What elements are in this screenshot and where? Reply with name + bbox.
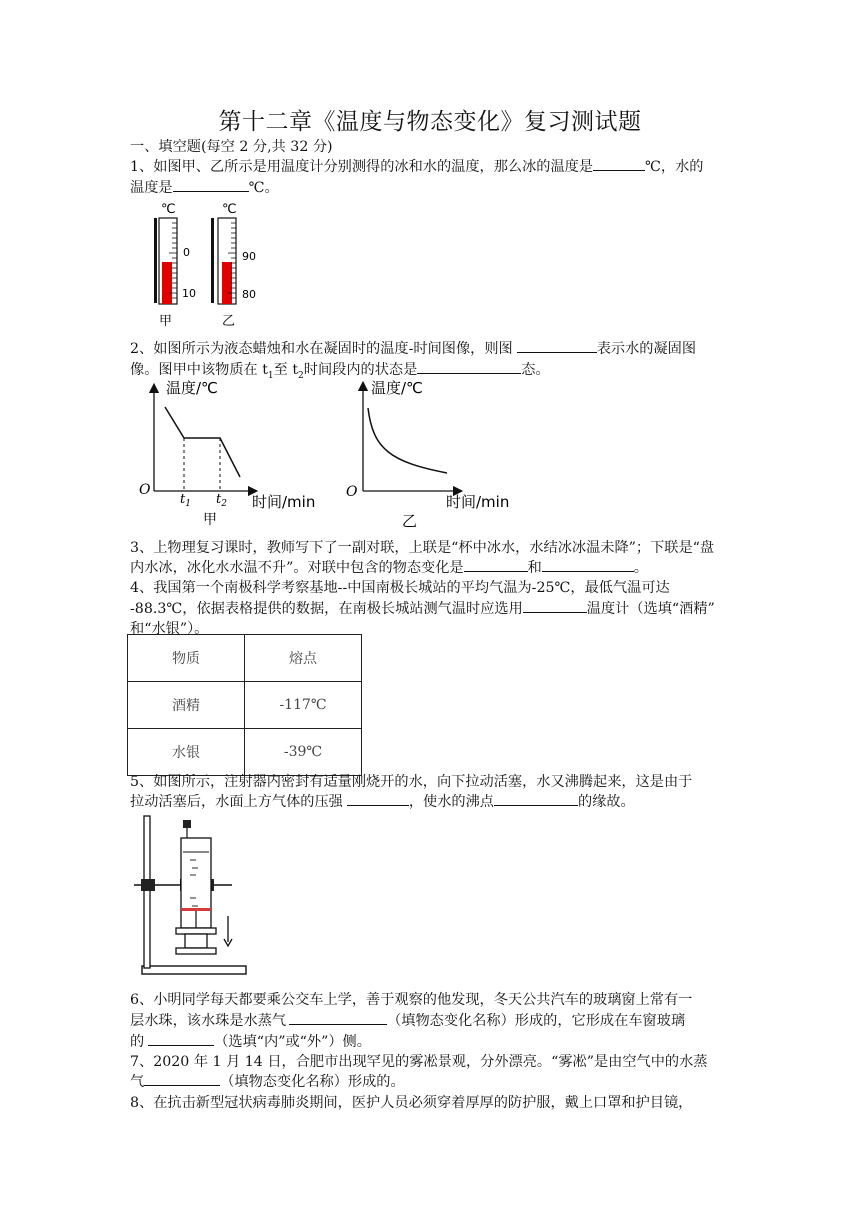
- question-2-line-1: [130, 338, 696, 358]
- syringe-piston: [181, 908, 211, 911]
- question-4-line-2: [130, 598, 715, 618]
- q2-text-e: 态。: [521, 362, 550, 378]
- q3-text-c: 。: [633, 560, 648, 576]
- q6-text-b: （填物态变化名称）形成的，它形成在车窗玻璃: [387, 1013, 686, 1029]
- q7-text-a: 气: [130, 1074, 145, 1090]
- q3-blank-1[interactable]: [464, 557, 528, 572]
- jia-y-label: 温度/℃: [166, 379, 218, 397]
- question-3-line-2: [130, 557, 648, 577]
- q2-text-mid: 至 t: [273, 362, 299, 378]
- question-6-line-2: [130, 1010, 685, 1030]
- question-4-line-1: 4、我国第一个南极科学考察基地--中国南极长城站的平均气温为-25℃，最低气温可达: [130, 580, 670, 596]
- yi-unit-label: ℃: [222, 202, 237, 217]
- question-4-line-3: 和“水银”）。: [130, 621, 209, 637]
- page-title: 第十二章《温度与物态变化》复习测试题: [218, 109, 642, 135]
- table-cell: 酒精: [128, 682, 245, 729]
- question-7-line-1: 7、2020 年 1 月 14 日，合肥市出现罕见的雾凇景观，分外漂亮。“雾凇”是由空气中的水蒸: [130, 1054, 708, 1070]
- q4-text-b: 温度计（选填“酒精”: [586, 601, 715, 617]
- q4-text-a: -88.3℃，依据表格提供的数据，在南极长城站测气温时应选用: [130, 601, 523, 617]
- syringe-cap: [183, 820, 191, 828]
- yi-origin: O: [346, 484, 358, 500]
- q5-text-c: 的缘故。: [577, 794, 635, 810]
- stand-rod: [144, 816, 150, 968]
- q5-text-a: 拉动活塞后，水面上方气体的压强: [130, 794, 343, 810]
- jia-tick-10: 10: [182, 287, 196, 300]
- q2-sub-1: 1: [267, 370, 274, 381]
- section-heading: 一、填空题(每空 2 分,共 32 分): [130, 139, 333, 155]
- q7-text-b: （填物态变化名称）形成的。: [220, 1074, 405, 1090]
- table-cell: 水银: [128, 729, 245, 776]
- plunger-handle: [185, 934, 207, 948]
- q6-blank-1[interactable]: [289, 1010, 387, 1025]
- q6-blank-2[interactable]: [148, 1031, 214, 1046]
- yi-caption: 乙: [222, 314, 236, 329]
- yi-x-label: 时间/min: [446, 493, 510, 511]
- thermometer-figure: [140, 198, 270, 330]
- syringe-apparatus-figure: [130, 812, 250, 980]
- jia-x-label: 时间/min: [252, 493, 316, 511]
- q2-text-d: 时间段内的状态是: [303, 362, 418, 378]
- table-cell: -39℃: [245, 729, 362, 776]
- q5-blank-2[interactable]: [494, 791, 578, 806]
- question-1-line-1: [130, 156, 703, 176]
- jia-unit-label: ℃: [161, 202, 176, 217]
- yi-curve: [368, 408, 447, 473]
- table-header-cell: 物质: [128, 635, 245, 682]
- q7-blank[interactable]: [144, 1071, 220, 1086]
- question-5-line-2: [130, 791, 635, 811]
- yi-tick-90: 90: [242, 250, 256, 263]
- jia-t1-label: $t_1$: [180, 492, 191, 509]
- q1-text-c: 温度是: [130, 180, 173, 196]
- q1-blank-2[interactable]: [173, 177, 249, 192]
- table-row: [128, 682, 362, 729]
- q1-text-b: ℃，水的: [645, 159, 704, 175]
- q6-text-a: 层水珠，该水珠是水蒸气: [130, 1013, 287, 1029]
- q3-blank-2[interactable]: [542, 557, 634, 572]
- q3-text-b: 和: [527, 560, 542, 576]
- yi-left-border: [211, 218, 214, 303]
- jia-caption: 甲: [159, 314, 173, 329]
- yi-liquid: [222, 262, 232, 304]
- question-6-line-1: 6、小明同学每天都要乘公交车上学，善于观察的他发现，冬天公共汽车的玻璃窗上常有一: [130, 992, 693, 1008]
- q2-blank-1[interactable]: [517, 338, 597, 353]
- question-5-line-1: 5、如图所示，注射器内密封有适量刚烧开的水，向下拉动活塞，水又沸腾起来，这是由于: [130, 774, 693, 790]
- graphs-figure: [135, 374, 520, 530]
- table-header-cell: 熔点: [245, 635, 362, 682]
- q1-text-a: 1、如图甲、乙所示是用温度计分别测得的冰和水的温度，那么冰的温度是: [130, 159, 594, 175]
- jia-t2-label: $t_2$: [216, 492, 227, 509]
- boss-head: [141, 879, 155, 891]
- question-3-line-1: 3、上物理复习课时，教师写下了一副对联，上联是“杯中冰水，水结冰冰温未降”；下联是“盘: [130, 540, 715, 556]
- yi-graph-caption: 乙: [402, 512, 418, 530]
- yi-y-label: 温度/℃: [371, 379, 423, 397]
- q2-text-a: 2、如图所示为液态蜡烛和水在凝固时的温度-时间图像，则图: [130, 341, 513, 357]
- question-1-line-2: [130, 177, 279, 197]
- plunger-end: [176, 948, 216, 954]
- question-6-line-3: [130, 1031, 371, 1051]
- jia-left-border: [154, 218, 157, 303]
- q1-blank-1[interactable]: [593, 156, 645, 171]
- jia-origin: O: [139, 482, 151, 498]
- table-header-row: [128, 635, 362, 682]
- question-7-line-2: [130, 1071, 405, 1091]
- q1-text-d: ℃。: [248, 180, 279, 196]
- q2-sub-2: 2: [298, 370, 304, 381]
- melting-point-table: [127, 634, 362, 776]
- question-8-line-1: 8、在抗击新型冠状病毒肺炎期间，医护人员必须穿着厚厚的防护服，戴上口罩和护目镜，: [130, 1095, 693, 1111]
- jia-graph-caption: 甲: [203, 512, 217, 528]
- q2-text-c: 像。图甲中该物质在 t: [130, 362, 268, 378]
- q4-blank[interactable]: [523, 598, 587, 613]
- jia-curve: [165, 407, 240, 477]
- stand-base: [142, 966, 246, 974]
- plunger-flange: [176, 928, 216, 934]
- yi-tick-80: 80: [242, 288, 256, 301]
- q2-text-b: 表示水的凝固图: [596, 341, 697, 357]
- q3-text-a: 内水冰，冰化水水温不升”。对联中包含的物态变化是: [130, 560, 464, 576]
- table-row: [128, 729, 362, 776]
- q2-blank-2[interactable]: [417, 359, 521, 374]
- q6-text-d: （选填“内”或“外”）侧。: [214, 1034, 371, 1050]
- jia-tick-0: 0: [183, 246, 190, 259]
- q5-text-b: ，使水的沸点: [408, 794, 494, 810]
- q6-text-c: 的: [130, 1034, 145, 1050]
- q5-blank-1[interactable]: [347, 791, 409, 806]
- table-cell: -117℃: [245, 682, 362, 729]
- jia-liquid: [162, 262, 172, 304]
